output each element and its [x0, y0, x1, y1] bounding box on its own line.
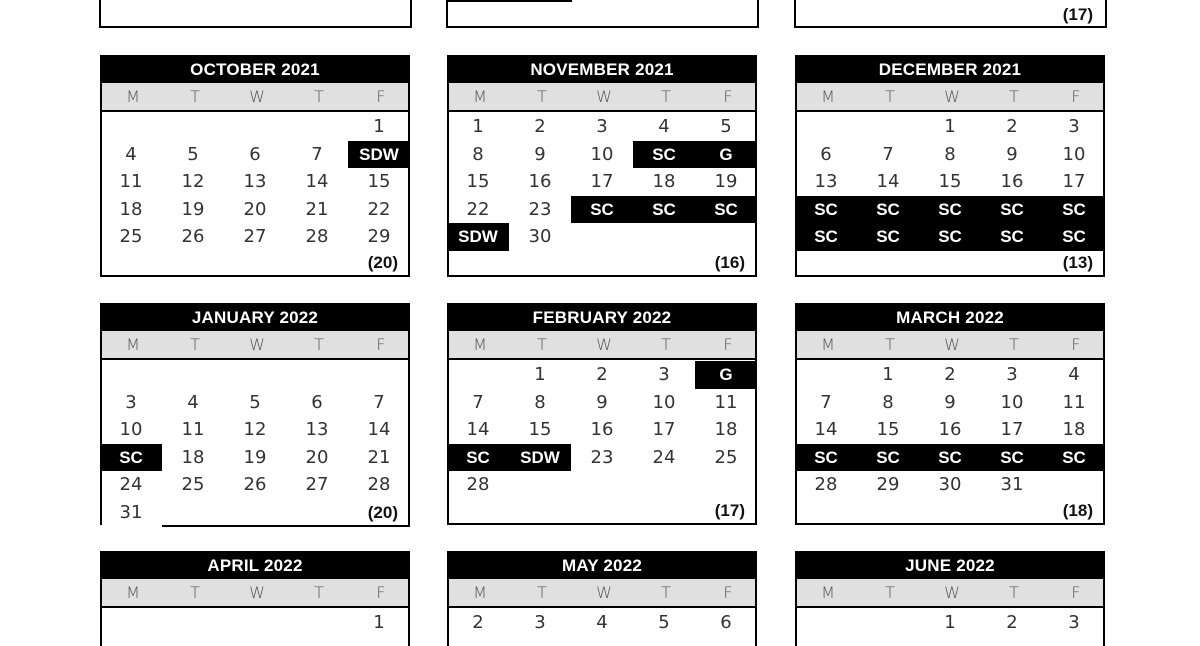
day-cell: 3: [1068, 116, 1080, 137]
day-cell-marked: SC: [1043, 444, 1105, 472]
day-cell: 18: [652, 171, 676, 192]
day-cell: 14: [305, 171, 329, 192]
day-cell-marked: SC: [919, 196, 981, 224]
weekday-label: F: [1071, 87, 1081, 106]
day-cell: 7: [311, 143, 323, 165]
day-cell: 7: [373, 391, 385, 413]
day-cell: 30: [528, 226, 552, 247]
weekday-label: M: [473, 335, 487, 354]
weekday-label: F: [376, 583, 386, 602]
month-day-count: (18): [1062, 501, 1093, 520]
day-cell: 7: [472, 391, 484, 413]
day-cell: 18: [181, 446, 205, 468]
day-cell: 8: [472, 143, 484, 165]
weekday-label: M: [473, 87, 487, 106]
month-days: [795, 606, 1105, 646]
day-cell-marked: SC: [981, 444, 1043, 472]
month-title: MARCH 2022: [795, 303, 1105, 331]
day-cell: 19: [243, 446, 267, 468]
weekday-header: [447, 83, 757, 110]
day-cell: 14: [466, 419, 490, 440]
weekday-label: T: [661, 583, 671, 602]
weekday-label: W: [944, 583, 960, 602]
weekday-label: M: [126, 87, 140, 106]
day-cell: 10: [652, 391, 676, 413]
day-cell: 22: [466, 198, 490, 220]
weekday-label: T: [190, 583, 200, 602]
day-cell-marked: SC: [100, 444, 162, 472]
day-cell: 28: [814, 474, 838, 495]
weekday-label: F: [376, 87, 386, 106]
weekday-label: M: [821, 335, 835, 354]
day-cell: 26: [243, 474, 267, 495]
day-cell: 18: [119, 198, 143, 220]
day-cell: 11: [119, 171, 143, 192]
day-cell: [224, 113, 286, 141]
day-cell-marked: SC: [795, 223, 857, 251]
day-cell: 15: [876, 419, 900, 440]
day-cell: 2: [944, 364, 956, 385]
month-title: OCTOBER 2021: [100, 55, 410, 83]
day-cell: 13: [814, 171, 838, 192]
day-cell: 1: [534, 364, 546, 385]
day-cell: 4: [125, 143, 137, 165]
day-cell: [1043, 471, 1105, 499]
day-cell: 9: [596, 391, 608, 413]
day-cell: 17: [652, 419, 676, 440]
day-cell: 2: [534, 116, 546, 137]
day-cell: [224, 361, 286, 389]
weekday-label: F: [1071, 335, 1081, 354]
weekday-label: M: [473, 583, 487, 602]
day-cell: [286, 499, 348, 527]
weekday-label: T: [537, 87, 547, 106]
day-cell: 25: [119, 226, 143, 247]
day-cell: 2: [472, 612, 484, 633]
weekday-label: T: [190, 87, 200, 106]
day-cell: 29: [876, 474, 900, 495]
day-cell: [100, 361, 162, 389]
month-january-2022: [100, 303, 410, 525]
day-cell: [633, 223, 695, 251]
day-cell: [857, 113, 919, 141]
day-cell: [571, 471, 633, 499]
prev-month-highlight: [448, 0, 572, 2]
day-cell: 29: [367, 226, 391, 247]
day-cell: 13: [305, 419, 329, 440]
month-title: DECEMBER 2021: [795, 55, 1105, 83]
day-cell: 16: [590, 419, 614, 440]
day-cell: 2: [596, 364, 608, 385]
month-bottom-border: [162, 525, 410, 527]
day-cell: 10: [1000, 391, 1024, 413]
day-cell: 1: [882, 364, 894, 385]
month-title: NOVEMBER 2021: [447, 55, 757, 83]
day-cell: [286, 361, 348, 389]
weekday-label: T: [1009, 335, 1019, 354]
weekday-label: T: [314, 87, 324, 106]
day-cell: 31: [119, 501, 143, 523]
day-cell: 15: [466, 171, 490, 192]
day-cell-marked: SC: [1043, 223, 1105, 251]
day-cell: 22: [367, 198, 391, 220]
day-cell: 27: [305, 474, 329, 495]
day-cell: [695, 223, 757, 251]
day-cell: [286, 113, 348, 141]
day-cell: 9: [534, 143, 546, 165]
day-cell: [162, 113, 224, 141]
day-cell: 9: [1006, 143, 1018, 165]
day-cell: 9: [944, 391, 956, 413]
weekday-label: F: [723, 335, 733, 354]
day-cell: 20: [243, 198, 267, 220]
weekday-label: W: [249, 583, 265, 602]
day-cell: 10: [590, 143, 614, 165]
day-cell: 3: [1068, 612, 1080, 633]
day-cell: 24: [119, 474, 143, 495]
day-cell: [447, 361, 509, 389]
month-days: [100, 606, 410, 646]
day-cell: 16: [1000, 171, 1024, 192]
weekday-header: [100, 83, 410, 110]
day-cell: 8: [534, 391, 546, 413]
day-cell-marked: SC: [919, 444, 981, 472]
day-cell: 5: [720, 116, 732, 137]
day-cell: 11: [1062, 391, 1086, 413]
month-may-2022: [447, 551, 757, 646]
day-cell: 23: [528, 198, 552, 220]
prev-month-box-left: [99, 0, 412, 28]
month-title: JUNE 2022: [795, 551, 1105, 579]
weekday-header: [100, 579, 410, 606]
weekday-label: F: [376, 335, 386, 354]
day-cell: [286, 609, 348, 637]
weekday-label: F: [1071, 583, 1081, 602]
day-cell-marked: SC: [919, 223, 981, 251]
month-june-2022: [795, 551, 1105, 646]
day-cell-marked: SC: [1043, 196, 1105, 224]
day-cell: [162, 609, 224, 637]
day-cell: 7: [820, 391, 832, 413]
day-cell: 8: [882, 391, 894, 413]
month-day-count: (16): [714, 253, 745, 272]
weekday-label: T: [537, 335, 547, 354]
day-cell: 12: [243, 419, 267, 440]
day-cell: 23: [590, 446, 614, 468]
weekday-label: T: [885, 87, 895, 106]
day-cell: 8: [944, 143, 956, 165]
day-cell-marked: SC: [795, 444, 857, 472]
month-title: MAY 2022: [447, 551, 757, 579]
day-cell: [162, 499, 224, 527]
day-cell: 18: [1062, 419, 1086, 440]
month-days: [447, 358, 757, 525]
day-cell: 14: [876, 171, 900, 192]
prev-month-box-center: [446, 0, 759, 28]
day-cell-marked: SC: [795, 196, 857, 224]
day-cell: [162, 361, 224, 389]
day-cell-marked: SC: [633, 141, 695, 169]
weekday-label: T: [885, 583, 895, 602]
month-february-2022: [447, 303, 757, 525]
weekday-label: W: [596, 583, 612, 602]
day-cell: 7: [882, 143, 894, 165]
weekday-label: T: [885, 335, 895, 354]
day-cell: 11: [181, 419, 205, 440]
weekday-label: W: [249, 87, 265, 106]
day-cell: 15: [367, 171, 391, 192]
day-cell-marked: SDW: [447, 223, 509, 251]
day-cell: [509, 471, 571, 499]
day-cell-marked: SC: [857, 444, 919, 472]
day-cell: 28: [466, 474, 490, 495]
day-cell: 27: [243, 226, 267, 247]
weekday-label: T: [537, 583, 547, 602]
day-cell-marked: SC: [857, 223, 919, 251]
weekday-label: T: [314, 583, 324, 602]
month-title: FEBRUARY 2022: [447, 303, 757, 331]
day-cell: 21: [305, 198, 329, 220]
month-days: [447, 110, 757, 277]
day-cell: [100, 609, 162, 637]
day-cell: 10: [1062, 143, 1086, 165]
day-cell: 4: [596, 612, 608, 633]
month-days: [100, 358, 410, 525]
day-cell: 6: [720, 612, 732, 633]
month-days: [795, 358, 1105, 525]
day-cell-marked: SC: [857, 196, 919, 224]
day-cell: [795, 609, 857, 637]
day-cell: 11: [714, 391, 738, 413]
day-cell: 15: [938, 171, 962, 192]
day-cell: 4: [658, 116, 670, 137]
month-november-2021: [447, 55, 757, 277]
day-cell-marked: SC: [981, 196, 1043, 224]
day-cell: 17: [590, 171, 614, 192]
day-cell: [348, 361, 410, 389]
day-cell: 3: [658, 364, 670, 385]
day-cell: [224, 609, 286, 637]
day-cell: 25: [181, 474, 205, 495]
weekday-label: T: [661, 87, 671, 106]
weekday-label: F: [723, 583, 733, 602]
day-cell: 6: [311, 391, 323, 413]
day-cell: 28: [367, 474, 391, 495]
day-cell-marked: SDW: [348, 141, 410, 169]
day-cell: [795, 361, 857, 389]
day-cell-marked: G: [695, 141, 757, 169]
weekday-header: [795, 331, 1105, 358]
day-cell: 17: [1000, 419, 1024, 440]
day-cell-marked: SC: [571, 196, 633, 224]
weekday-label: M: [126, 583, 140, 602]
day-cell: 19: [181, 198, 205, 220]
weekday-header: [447, 579, 757, 606]
day-cell: 19: [714, 171, 738, 192]
month-day-count: (17): [714, 501, 745, 520]
day-cell-marked: SC: [447, 444, 509, 472]
prev-month-total: (17): [1062, 5, 1093, 24]
weekday-header: [100, 331, 410, 358]
weekday-header: [795, 83, 1105, 110]
weekday-label: M: [821, 87, 835, 106]
day-cell: [857, 609, 919, 637]
weekday-label: F: [723, 87, 733, 106]
day-cell: 3: [596, 116, 608, 137]
day-cell: 28: [305, 226, 329, 247]
day-cell: 5: [187, 143, 199, 165]
month-april-2022: [100, 551, 410, 646]
day-cell: 6: [820, 143, 832, 165]
day-cell-marked: SC: [695, 196, 757, 224]
weekday-label: T: [661, 335, 671, 354]
month-days: [100, 110, 410, 277]
weekday-label: T: [314, 335, 324, 354]
day-cell: 12: [181, 171, 205, 192]
day-cell: 14: [814, 419, 838, 440]
day-cell-marked: G: [695, 361, 757, 389]
day-cell: [633, 471, 695, 499]
day-cell: 1: [373, 116, 385, 137]
day-cell: [224, 499, 286, 527]
day-cell: 25: [714, 446, 738, 468]
weekday-label: W: [944, 87, 960, 106]
weekday-label: T: [190, 335, 200, 354]
day-cell: 5: [658, 612, 670, 633]
day-cell: 16: [528, 171, 552, 192]
day-cell: 3: [1006, 364, 1018, 385]
month-october-2021: [100, 55, 410, 277]
month-days: [447, 606, 757, 646]
weekday-label: T: [1009, 583, 1019, 602]
day-cell: 1: [373, 612, 385, 633]
day-cell: 18: [714, 419, 738, 440]
day-cell: 2: [1006, 116, 1018, 137]
day-cell: 16: [938, 419, 962, 440]
month-days: [795, 110, 1105, 277]
day-cell: 6: [249, 143, 261, 165]
day-cell: 26: [181, 226, 205, 247]
day-cell: 5: [249, 391, 261, 413]
weekday-header: [795, 579, 1105, 606]
day-cell: 10: [119, 419, 143, 440]
day-cell: 13: [243, 171, 267, 192]
weekday-label: W: [596, 335, 612, 354]
day-cell-marked: SDW: [509, 444, 571, 472]
day-cell: 15: [528, 419, 552, 440]
day-cell: [795, 113, 857, 141]
month-day-count: (20): [367, 253, 398, 272]
month-title: JANUARY 2022: [100, 303, 410, 331]
day-cell: [571, 223, 633, 251]
day-cell: 31: [1000, 474, 1024, 495]
day-cell: 3: [125, 391, 137, 413]
month-march-2022: [795, 303, 1105, 525]
day-cell: 14: [367, 419, 391, 440]
month-december-2021: [795, 55, 1105, 277]
prev-month-box-right: [794, 0, 1107, 28]
day-cell: 17: [1062, 171, 1086, 192]
weekday-label: M: [126, 335, 140, 354]
day-cell: [100, 113, 162, 141]
day-cell-marked: SC: [981, 223, 1043, 251]
day-cell: 30: [938, 474, 962, 495]
day-cell: 4: [187, 391, 199, 413]
weekday-label: W: [944, 335, 960, 354]
weekday-label: W: [596, 87, 612, 106]
month-title: APRIL 2022: [100, 551, 410, 579]
month-day-count: (13): [1062, 253, 1093, 272]
weekday-label: T: [1009, 87, 1019, 106]
weekday-label: M: [821, 583, 835, 602]
day-cell: 21: [367, 446, 391, 468]
day-cell: 1: [472, 116, 484, 137]
day-cell-marked: SC: [633, 196, 695, 224]
day-cell: 20: [305, 446, 329, 468]
day-cell: 2: [1006, 612, 1018, 633]
day-cell: 1: [944, 116, 956, 137]
day-cell: [695, 471, 757, 499]
day-cell: 4: [1068, 364, 1080, 385]
weekday-label: W: [249, 335, 265, 354]
day-cell: 24: [652, 446, 676, 468]
month-day-count: (20): [367, 503, 398, 522]
day-cell: 3: [534, 612, 546, 633]
weekday-header: [447, 331, 757, 358]
day-cell: 1: [944, 612, 956, 633]
